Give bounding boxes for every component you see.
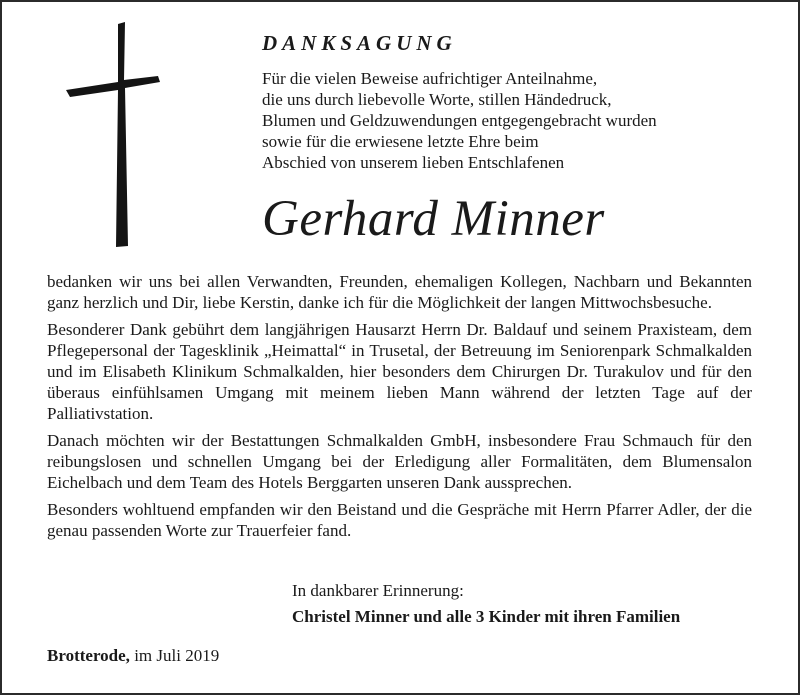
body-paragraph: bedanken wir uns bei allen Verwandten, Freunden, ehemaligen Kollegen, Nachbarn und Bekannten ganz herzlich und Dir, liebe Kerstin, danke ich für die Möglichkeit der langen Mittwochsbesuche. [47, 272, 752, 312]
intro-line: die uns durch liebevolle Worte, stillen Händedruck, [262, 90, 612, 109]
body-paragraph: Besonderer Dank gebührt dem langjährigen Hausarzt Herrn Dr. Baldauf und seinem Praxisteam, dem Pflegepersonal der Tagesklinik „Heimattal“ in Trusetal, der Betreuung im Seniorenpark Schmalkalden und im Elisabeth Klinikum Schmalkalden, hier besonders dem Chirurgen Dr. Turakulov und für den überaus einfühlsamen Umgang mit meinem lieben Mann während der letzten Tage auf der Palliativstation. [47, 320, 752, 423]
intro-line: Abschied von unserem lieben Entschlafenen [262, 153, 565, 172]
intro-line: sowie für die erwiesene letzte Ehre beim [262, 132, 539, 151]
intro-line: Blumen und Geldzuwendungen entgegengebracht wurden [262, 111, 657, 130]
intro-line: Für die vielen Beweise aufrichtiger Anteilnahme, [262, 69, 598, 88]
notice-heading: DANKSAGUNG [262, 31, 457, 55]
place: Brotterode, [47, 646, 130, 665]
body-text [47, 271, 752, 541]
place-date [47, 646, 219, 666]
body-paragraph: Danach möchten wir der Bestattungen Schmalkalden GmbH, insbesondere Frau Schmauch für den reibungslosen und schnellen Umgang bei der Erledigung aller Formalitäten, dem Blumensalon Eichelbach und dem Team des Hotels Berggarten unseren Dank aussprechen. [47, 431, 752, 492]
signature: Christel Minner und alle 3 Kinder mit ihren Familien [292, 607, 681, 626]
closing-line: In dankbarer Erinnerung: [292, 581, 464, 600]
date: im Juli 2019 [134, 646, 220, 665]
deceased-name: Gerhard Minner [262, 191, 605, 247]
body-paragraph: Besonders wohltuend empfanden wir den Beistand und die Gespräche mit Herrn Pfarrer Adler, der die genau passenden Worte zur Trauerfeier fand. [47, 500, 752, 540]
intro-text [262, 68, 772, 173]
